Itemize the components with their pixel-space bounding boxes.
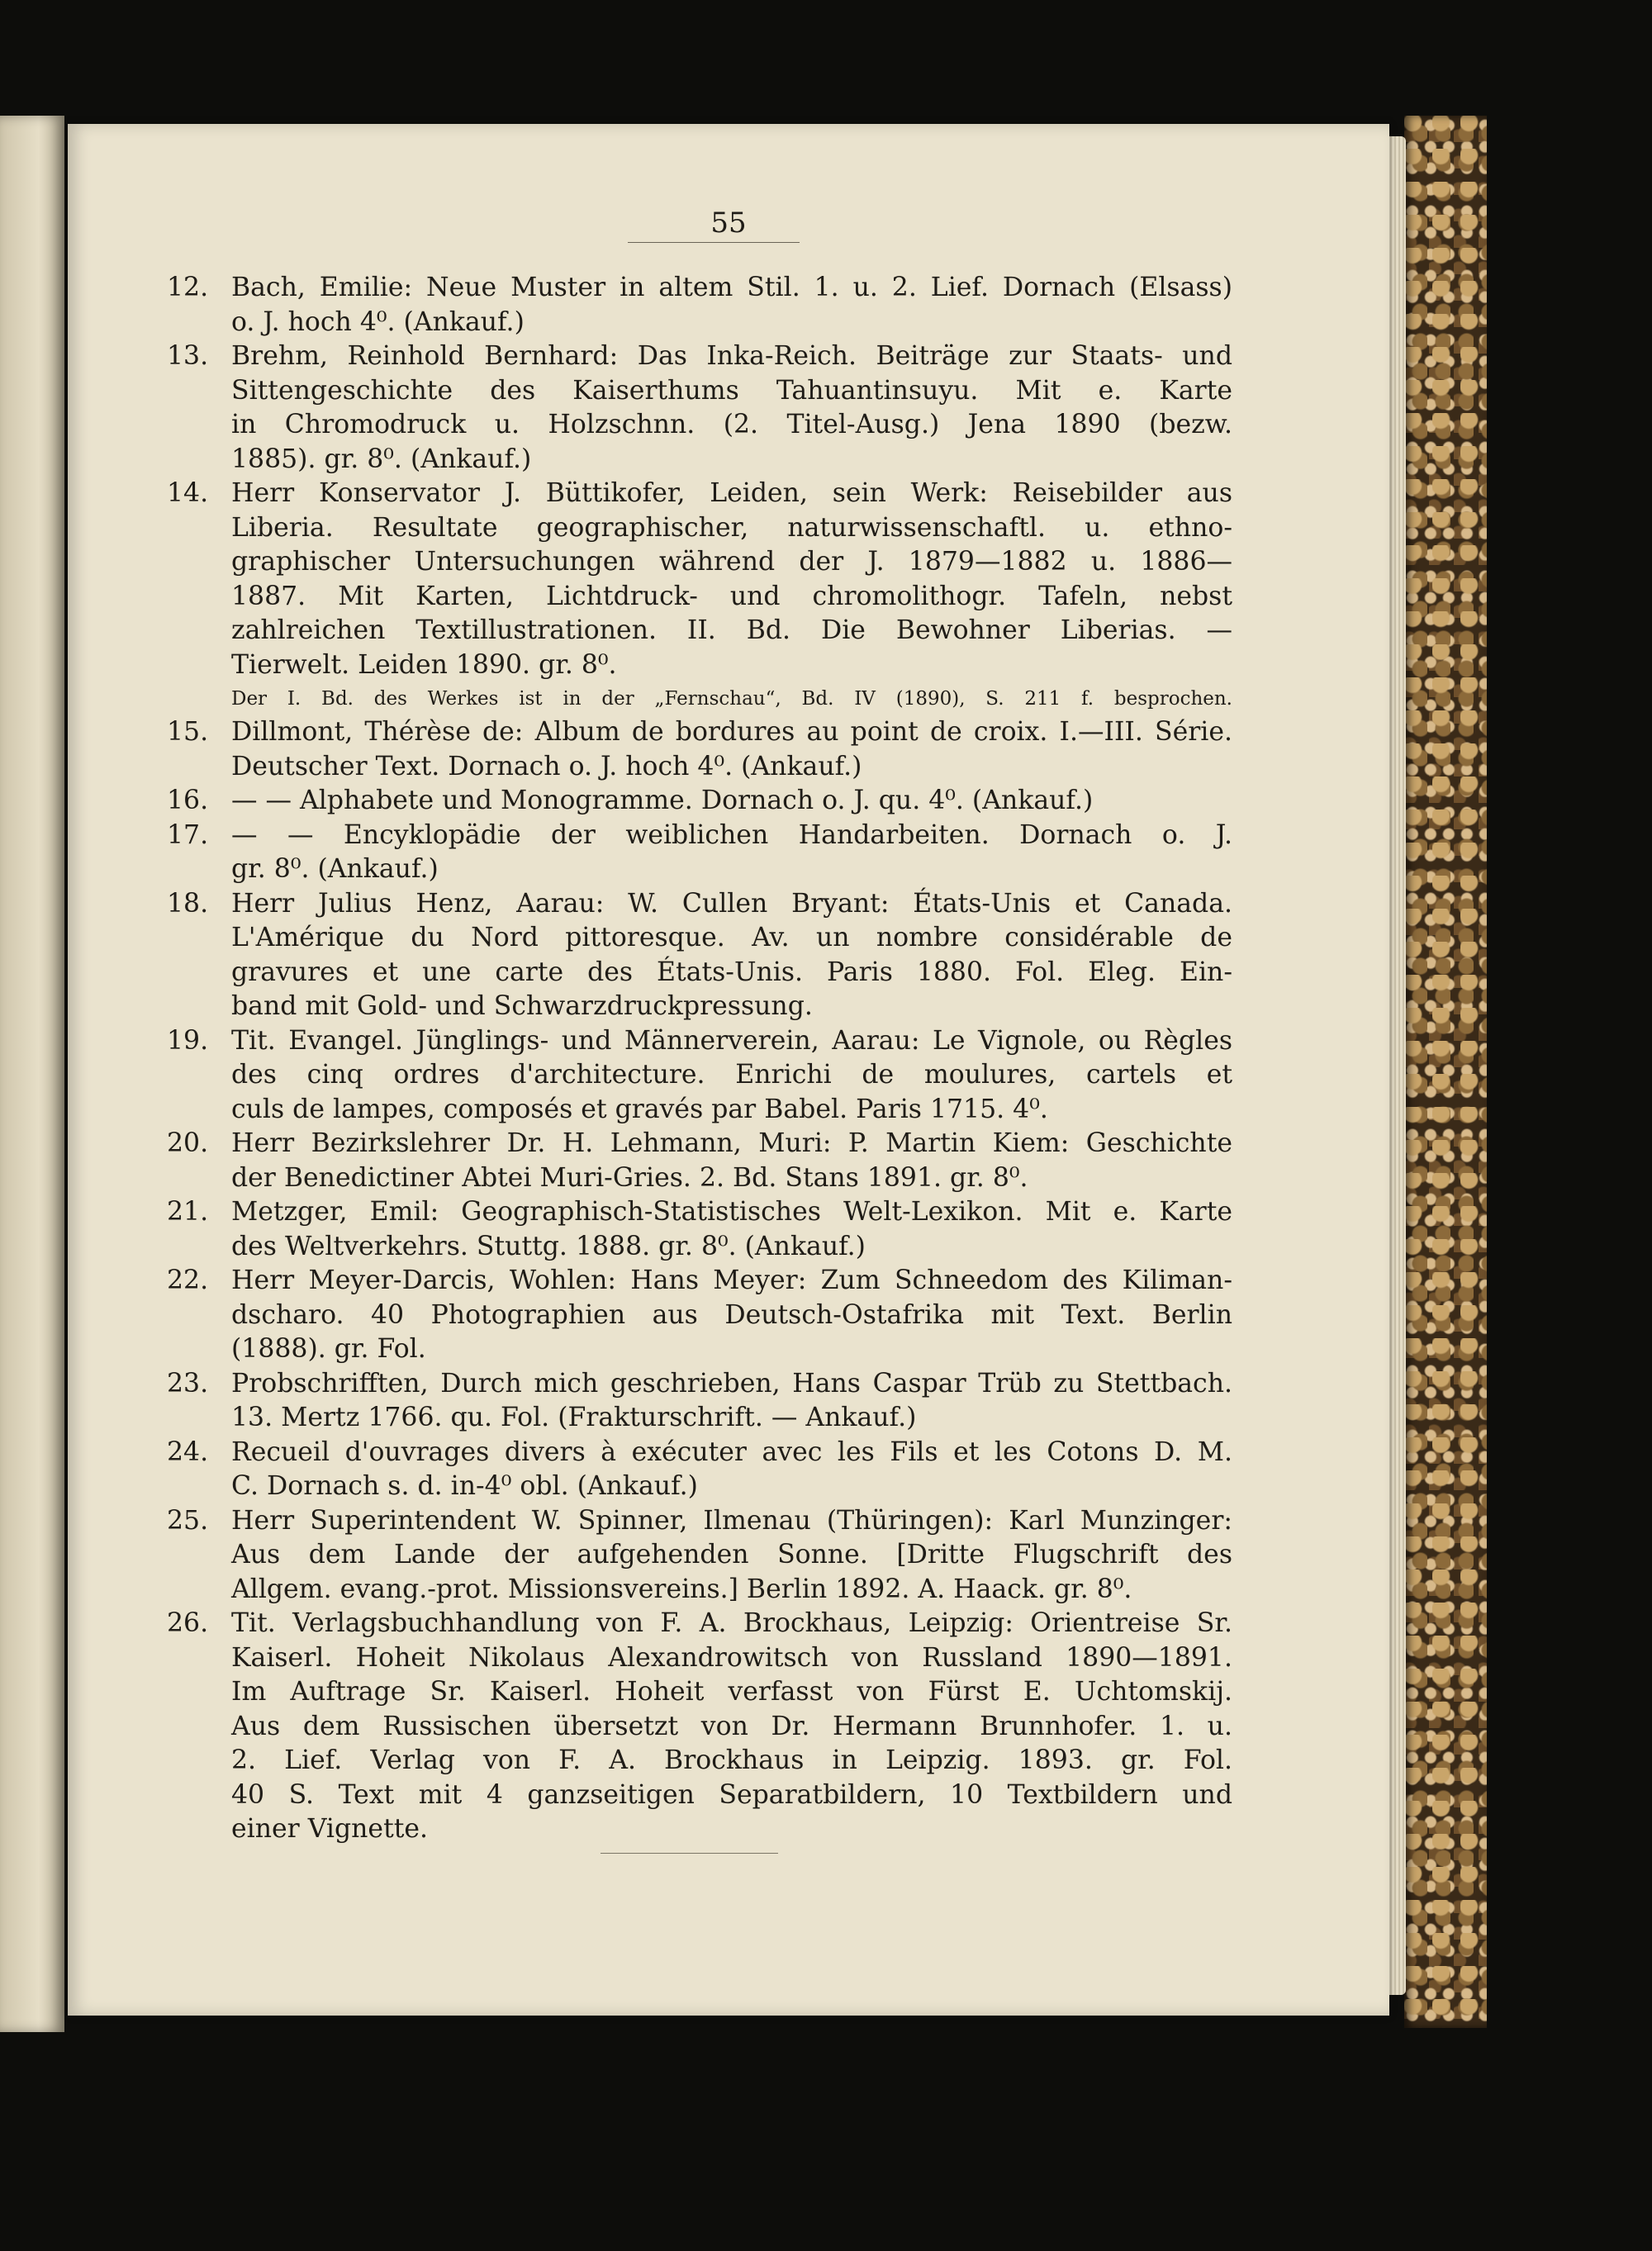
entry-line: 1885). gr. 8⁰. (Ankauf.) (231, 444, 532, 474)
entry-list (167, 271, 1232, 1847)
entry-line: in Chromodruck u. Holzschnn. (2. Titel-Ausg.) Jena 1890 (bezw. (231, 410, 1232, 439)
entry-line: einer Vignette. (231, 1814, 429, 1844)
entry-line: Deutscher Text. Dornach o. J. hoch 4⁰. (Ankauf.) (231, 751, 862, 781)
entry-line: dscharo. 40 Photographien aus Deutsch-Ostafrika mit Text. Berlin (231, 1299, 1232, 1330)
entry-line: — — Encyklopädie der weiblichen Handarbeiten. Dornach o. J. (231, 819, 1232, 850)
entry-line: Tit. Verlagsbuchhandlung von F. A. Brockhaus, Leipzig: Orientreise Sr. (231, 1608, 1232, 1638)
book-page (68, 124, 1389, 2016)
catalog-entry (167, 1127, 1232, 1195)
entry-number: 14. (167, 478, 209, 508)
header-rule (628, 242, 800, 243)
catalog-entry (167, 784, 1232, 819)
entry-line: Herr Meyer-Darcis, Wohlen: Hans Meyer: Zum Schneedom des Kiliman- (231, 1266, 1232, 1295)
entry-line: Herr Superintendent W. Spinner, Ilmenau (Thüringen): Karl Munzinger: (231, 1505, 1232, 1536)
entry-line: gravures et une carte des États-Unis. Paris 1880. Fol. Eleg. Ein- (231, 957, 1232, 987)
entry-line: des Weltverkehrs. Stuttg. 1888. gr. 8⁰. (Ankauf.) (231, 1231, 866, 1261)
entry-line: — — Alphabete und Monogramme. Dornach o. J. qu. 4⁰. (Ankauf.) (231, 786, 1094, 815)
entry-number: 21. (167, 1197, 209, 1227)
entry-line: des cinq ordres d'architecture. Enrichi de moulures, cartels et (231, 1060, 1232, 1090)
entry-number: 13. (167, 341, 209, 371)
entry-number: 15. (167, 717, 209, 747)
catalog-entry (167, 477, 1232, 715)
entry-line: o. J. hoch 4⁰. (Ankauf.) (231, 306, 525, 337)
entry-line: Sittengeschichte des Kaiserthums Tahuantinsuyu. Mit e. Karte (231, 375, 1232, 406)
entry-number: 25. (167, 1505, 209, 1536)
entry-line: Recueil d'ouvrages divers à exécuter avec les Fils et les Cotons D. M. (231, 1437, 1232, 1467)
catalog-entry (167, 819, 1232, 887)
entry-line: der Benedictiner Abtei Muri-Gries. 2. Bd. Stans 1891. gr. 8⁰. (231, 1162, 1028, 1193)
entry-number: 19. (167, 1025, 209, 1056)
entry-number: 26. (167, 1608, 209, 1638)
catalog-entry (167, 1195, 1232, 1264)
entry-line: Kaiserl. Hoheit Nikolaus Alexandrowitsch von Russland 1890—1891. (231, 1642, 1232, 1673)
entry-line: Liberia. Resultate geographischer, naturwissenschaftl. u. ethno- (231, 512, 1232, 543)
entry-line: gr. 8⁰. (Ankauf.) (231, 854, 439, 884)
entry-footnote: Der I. Bd. des Werkes ist in der „Fernschau“, Bd. IV (1890), S. 211 f. besprochen. (231, 688, 1232, 710)
entry-line: graphischer Untersuchungen während der J. 1879—1882 u. 1886— (231, 547, 1232, 577)
entry-line: C. Dornach s. d. in-4⁰ obl. (Ankauf.) (231, 1471, 698, 1501)
catalog-entry (167, 1024, 1232, 1128)
catalog-entry (167, 715, 1232, 784)
entry-line: Im Auftrage Sr. Kaiserl. Hoheit verfasst von Fürst E. Uchtomskij. (231, 1677, 1232, 1707)
catalog-entry (167, 1436, 1232, 1504)
entry-line: Herr Konservator J. Büttikofer, Leiden, sein Werk: Reisebilder aus (231, 478, 1232, 508)
entry-line: Allgem. evang.-prot. Missionsvereins.] Berlin 1892. A. Haack. gr. 8⁰. (231, 1574, 1132, 1604)
left-page-edge (0, 116, 64, 2032)
catalog-entry (167, 271, 1232, 340)
entry-line: Aus dem Lande der aufgehenden Sonne. [Dritte Flugschrift des (231, 1540, 1232, 1570)
entry-line: Probschrifften, Durch mich geschrieben, Hans Caspar Trüb zu Stettbach. (231, 1368, 1232, 1399)
entry-line: Tierwelt. Leiden 1890. gr. 8⁰. (231, 649, 617, 680)
entry-line: zahlreichen Textillustrationen. II. Bd. Die Bewohner Liberias. — (231, 615, 1232, 645)
entry-line: (1888). gr. Fol. (231, 1334, 426, 1364)
entry-line: Aus dem Russischen übersetzt von Dr. Hermann Brunnhofer. 1. u. (231, 1711, 1232, 1741)
entry-line: band mit Gold- und Schwarzdruckpressung. (231, 991, 813, 1021)
marbled-book-cover (1404, 116, 1487, 2028)
catalog-entry (167, 340, 1232, 477)
catalog-entry (167, 1504, 1232, 1608)
entry-line: Tit. Evangel. Jünglings- und Männerverein, Aarau: Le Vignole, ou Règles (231, 1025, 1232, 1056)
entry-line: Bach, Emilie: Neue Muster in altem Stil. 1. u. 2. Lief. Dornach (Elsass) (231, 273, 1232, 302)
catalog-entry (167, 1607, 1232, 1847)
entry-number: 18. (167, 888, 209, 919)
entry-number: 16. (167, 786, 209, 815)
footer-rule (601, 1853, 778, 1854)
entry-line: 40 S. Text mit 4 ganzseitigen Separatbildern, 10 Textbildern und (231, 1779, 1232, 1810)
entry-number: 24. (167, 1437, 209, 1467)
entry-line: culs de lampes, composés et gravés par Babel. Paris 1715. 4⁰. (231, 1094, 1048, 1124)
page-number: 55 (710, 207, 747, 240)
entry-number: 23. (167, 1368, 209, 1399)
entry-line: 2. Lief. Verlag von F. A. Brockhaus in Leipzig. 1893. gr. Fol. (231, 1745, 1232, 1775)
entry-number: 22. (167, 1266, 209, 1295)
entry-line: Herr Bezirkslehrer Dr. H. Lehmann, Muri: P. Martin Kiem: Geschichte (231, 1128, 1232, 1158)
catalog-entry (167, 1264, 1232, 1367)
entry-line: Dillmont, Thérèse de: Album de bordures au point de croix. I.—III. Série. (231, 717, 1232, 747)
catalog-entry (167, 1367, 1232, 1436)
entry-line: Herr Julius Henz, Aarau: W. Cullen Bryant: États-Unis et Canada. (231, 888, 1232, 919)
entry-number: 12. (167, 273, 209, 302)
entry-line: Metzger, Emil: Geographisch-Statistisches Welt-Lexikon. Mit e. Karte (231, 1197, 1232, 1227)
entry-number: 17. (167, 819, 209, 850)
entry-line: Brehm, Reinhold Bernhard: Das Inka-Reich. Beiträge zur Staats- und (231, 341, 1232, 371)
entry-line: 1887. Mit Karten, Lichtdruck- und chromolithogr. Tafeln, nebst (231, 581, 1232, 611)
entry-line: 13. Mertz 1766. qu. Fol. (Frakturschrift. — Ankauf.) (231, 1403, 917, 1432)
catalog-entry (167, 887, 1232, 1024)
entry-number: 20. (167, 1128, 209, 1158)
entry-line: L'Amérique du Nord pittoresque. Av. un nombre considérable de (231, 923, 1232, 952)
